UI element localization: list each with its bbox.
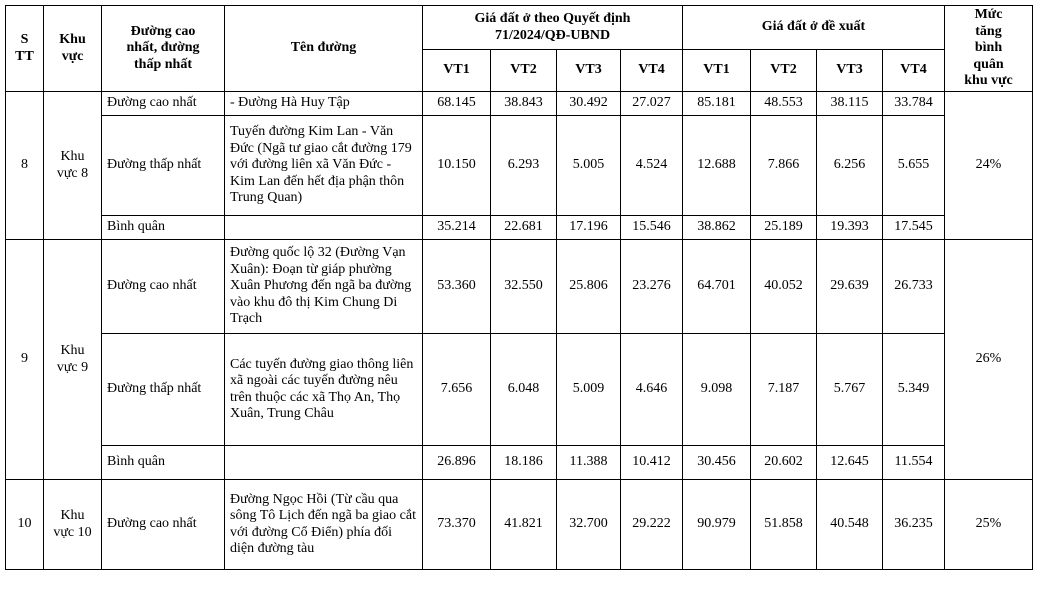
- price-qd-vt2: 38.843: [491, 92, 557, 116]
- price-qd-vt3: 5.009: [557, 334, 621, 446]
- table-row: [6, 334, 1033, 446]
- price-qd-vt3: 25.806: [557, 240, 621, 334]
- price-dx-vt3: 19.393: [817, 216, 883, 240]
- price-qd-vt3: 5.005: [557, 116, 621, 216]
- muc-tang-cell: 25%: [945, 480, 1033, 570]
- price-qd-vt3: 30.492: [557, 92, 621, 116]
- price-qd-vt4: 23.276: [621, 240, 683, 334]
- price-qd-vt1: 53.360: [423, 240, 491, 334]
- header-muc-tang: Mức tăng bình quân khu vực: [945, 6, 1033, 92]
- header-qd-vt2: VT2: [491, 50, 557, 92]
- land-price-table: [5, 5, 1033, 570]
- header-stt: S TT: [6, 6, 44, 92]
- price-dx-vt3: 40.548: [817, 480, 883, 570]
- table-body: [6, 92, 1033, 570]
- price-dx-vt4: 5.349: [883, 334, 945, 446]
- price-qd-vt4: 10.412: [621, 446, 683, 480]
- price-qd-vt2: 6.048: [491, 334, 557, 446]
- price-dx-vt4: 33.784: [883, 92, 945, 116]
- header-dx-vt4: VT4: [883, 50, 945, 92]
- price-qd-vt4: 15.546: [621, 216, 683, 240]
- table-row: [6, 216, 1033, 240]
- header-qd-vt1: VT1: [423, 50, 491, 92]
- price-dx-vt3: 12.645: [817, 446, 883, 480]
- stt-cell: 9: [6, 240, 44, 480]
- price-dx-vt1: 12.688: [683, 116, 751, 216]
- price-qd-vt2: 6.293: [491, 116, 557, 216]
- stt-cell: 8: [6, 92, 44, 240]
- price-dx-vt3: 38.115: [817, 92, 883, 116]
- price-qd-vt2: 22.681: [491, 216, 557, 240]
- price-qd-vt2: 18.186: [491, 446, 557, 480]
- header-khu-vuc: Khu vực: [44, 6, 102, 92]
- price-qd-vt1: 35.214: [423, 216, 491, 240]
- price-dx-vt1: 9.098: [683, 334, 751, 446]
- price-qd-vt4: 29.222: [621, 480, 683, 570]
- road-name-cell: Đường Ngọc Hồi (Từ cầu qua sông Tô Lịch đến ngã ba giao cắt với đường Cổ Điển) phía đối diện đường tàu: [225, 480, 423, 570]
- table-row: [6, 116, 1033, 216]
- price-qd-vt3: 17.196: [557, 216, 621, 240]
- price-dx-vt1: 90.979: [683, 480, 751, 570]
- khu-vuc-cell: Khu vực 10: [44, 480, 102, 570]
- road-name-cell: - Đường Hà Huy Tập: [225, 92, 423, 116]
- header-dx-vt1: VT1: [683, 50, 751, 92]
- price-qd-vt1: 10.150: [423, 116, 491, 216]
- table-row: [6, 480, 1033, 570]
- price-qd-vt4: 27.027: [621, 92, 683, 116]
- price-dx-vt1: 38.862: [683, 216, 751, 240]
- table-row: [6, 240, 1033, 334]
- price-dx-vt2: 7.187: [751, 334, 817, 446]
- price-dx-vt4: 5.655: [883, 116, 945, 216]
- khu-vuc-cell: Khu vực 8: [44, 92, 102, 240]
- table-row: [6, 92, 1033, 116]
- header-gia-de-xuat: Giá đất ở đề xuất: [683, 6, 945, 50]
- header-ten-duong: Tên đường: [225, 6, 423, 92]
- table-row: [6, 446, 1033, 480]
- road-type-cell: Đường cao nhất: [102, 92, 225, 116]
- header-qd-vt4: VT4: [621, 50, 683, 92]
- price-qd-vt3: 11.388: [557, 446, 621, 480]
- price-qd-vt3: 32.700: [557, 480, 621, 570]
- stt-cell: 10: [6, 480, 44, 570]
- road-name-cell: [225, 216, 423, 240]
- price-dx-vt2: 25.189: [751, 216, 817, 240]
- price-dx-vt1: 85.181: [683, 92, 751, 116]
- header-qd-vt3: VT3: [557, 50, 621, 92]
- price-dx-vt4: 17.545: [883, 216, 945, 240]
- price-qd-vt2: 32.550: [491, 240, 557, 334]
- price-qd-vt1: 7.656: [423, 334, 491, 446]
- price-dx-vt3: 6.256: [817, 116, 883, 216]
- road-type-cell: Đường cao nhất: [102, 480, 225, 570]
- price-qd-vt4: 4.524: [621, 116, 683, 216]
- price-dx-vt4: 11.554: [883, 446, 945, 480]
- price-dx-vt4: 26.733: [883, 240, 945, 334]
- road-type-cell: Đường thấp nhất: [102, 334, 225, 446]
- header-dx-vt2: VT2: [751, 50, 817, 92]
- road-name-cell: Tuyến đường Kim Lan - Văn Đức (Ngã tư giao cắt đường 179 với đường liên xã Văn Đức - Kim Lan đến hết địa phận thôn Trung Quan): [225, 116, 423, 216]
- header-duong-cao-thap: Đường cao nhất, đường thấp nhất: [102, 6, 225, 92]
- price-qd-vt2: 41.821: [491, 480, 557, 570]
- road-type-cell: Đường cao nhất: [102, 240, 225, 334]
- road-name-cell: Các tuyến đường giao thông liên xã ngoài các tuyến đường nêu trên thuộc các xã Thọ An, Thọ Xuân, Trung Châu: [225, 334, 423, 446]
- road-type-cell: Bình quân: [102, 216, 225, 240]
- price-dx-vt2: 51.858: [751, 480, 817, 570]
- price-dx-vt3: 5.767: [817, 334, 883, 446]
- price-dx-vt2: 48.553: [751, 92, 817, 116]
- price-dx-vt1: 64.701: [683, 240, 751, 334]
- price-dx-vt2: 40.052: [751, 240, 817, 334]
- road-name-cell: Đường quốc lộ 32 (Đường Vạn Xuân): Đoạn từ giáp phường Xuân Phương đến ngã ba đường vào khu đô thị Kim Chung Di Trạch: [225, 240, 423, 334]
- price-qd-vt1: 26.896: [423, 446, 491, 480]
- header-dx-vt3: VT3: [817, 50, 883, 92]
- price-qd-vt1: 68.145: [423, 92, 491, 116]
- price-dx-vt2: 20.602: [751, 446, 817, 480]
- muc-tang-cell: 24%: [945, 92, 1033, 240]
- price-dx-vt2: 7.866: [751, 116, 817, 216]
- muc-tang-cell: 26%: [945, 240, 1033, 480]
- price-dx-vt1: 30.456: [683, 446, 751, 480]
- price-qd-vt4: 4.646: [621, 334, 683, 446]
- road-name-cell: [225, 446, 423, 480]
- khu-vuc-cell: Khu vực 9: [44, 240, 102, 480]
- road-type-cell: Bình quân: [102, 446, 225, 480]
- road-type-cell: Đường thấp nhất: [102, 116, 225, 216]
- price-dx-vt3: 29.639: [817, 240, 883, 334]
- price-qd-vt1: 73.370: [423, 480, 491, 570]
- price-dx-vt4: 36.235: [883, 480, 945, 570]
- header-gia-quyet-dinh: Giá đất ở theo Quyết định 71/2024/QĐ-UBND: [423, 6, 683, 50]
